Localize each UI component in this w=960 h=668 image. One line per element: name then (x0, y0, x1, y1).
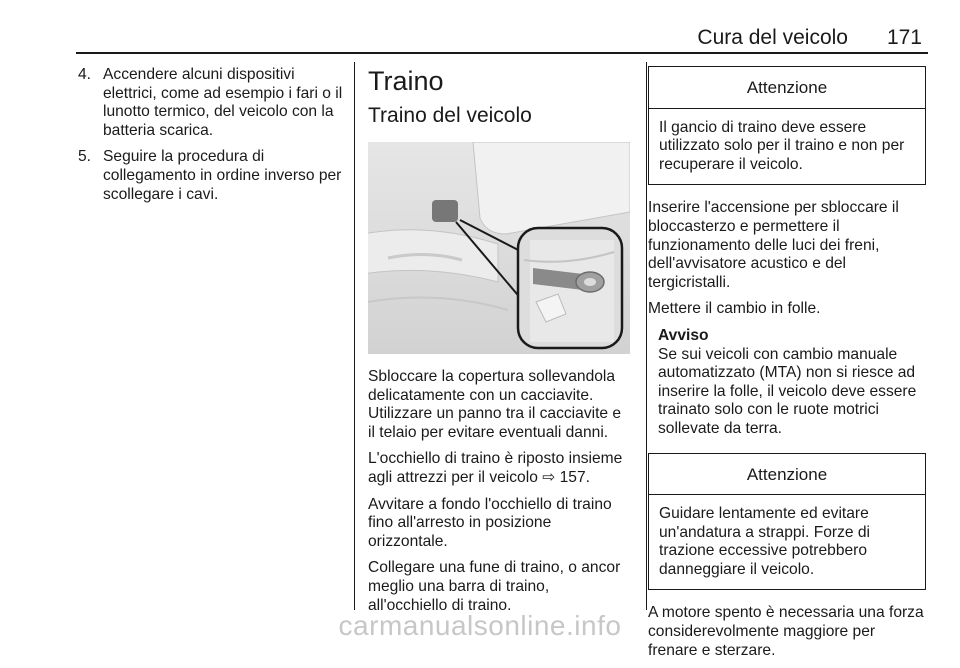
step-text: Seguire la procedura di collegamento in ordine inverso per scollegare i cavi. (103, 148, 342, 203)
step-item (78, 66, 346, 140)
step-text: Accendere alcuni dispositivi elettrici, come ad esempio i fari o il lunotto termico, del veicolo con la batteria scarica. (103, 66, 343, 139)
column-divider (354, 62, 355, 610)
warning-title: Attenzione (649, 67, 925, 109)
paragraph: Avvitare a fondo l'occhiello di traino fino all'arresto in posizione orizzontale. (368, 495, 612, 550)
notice-text: Se sui veicoli con cambio manuale automatizzato (MTA) non si riesce ad inserire la folle, il veicolo deve essere trainato solo con le ruote motrici sollevate da terra. (658, 345, 917, 437)
paragraph: A motore spento è necessaria una forza considerevolmente maggiore per frenare e sterzare. (648, 604, 924, 659)
watermark: carmanualsonline.info (338, 610, 622, 641)
left-column (78, 66, 346, 212)
step-number: 5. (78, 148, 92, 166)
section-title: Cura del veicolo (697, 26, 848, 49)
page-header (76, 22, 928, 52)
notice-block (658, 327, 926, 439)
column-divider (646, 62, 647, 610)
paragraph: Mettere il cambio in folle. (648, 300, 821, 318)
right-column (648, 66, 926, 668)
step-number: 4. (78, 66, 92, 83)
paragraph: L'occhiello di traino è riposto insieme agli attrezzi per il veicolo ⇨ 157. (368, 450, 623, 486)
warning-title: Attenzione (649, 454, 925, 496)
warning-box (648, 453, 926, 591)
subsection-heading: Traino del veicolo (368, 104, 532, 127)
paragraph: Inserire l'accensione per sbloccare il bloccasterzo e permettere il funzionamento delle luci dei freni, dell'avvisatore acustico e del tergicristalli. (648, 199, 899, 291)
towing-eye-illustration (368, 142, 630, 354)
warning-text: Il gancio di traino deve essere utilizzato solo per il traino e non per recuperare il veicolo. (659, 118, 905, 173)
notice-title: Avviso (658, 326, 709, 344)
tow-eye-hole (584, 278, 596, 286)
header-rule (76, 52, 928, 54)
step-item (78, 148, 346, 204)
page-number: 171 (886, 26, 922, 49)
warning-text: Guidare lentamente ed evitare un'andatura a strappi. Forze di trazione eccessive potrebbero danneggiare il veicolo. (659, 505, 871, 578)
section-heading: Traino (368, 66, 444, 96)
paragraph: Collegare una fune di traino, o ancor meglio una barra di traino, all'occhiello di traino. (368, 559, 621, 614)
middle-column (368, 66, 632, 623)
paragraph: Sbloccare la copertura sollevandola delicatamente con un cacciavite. Utilizzare un panno tra il cacciavite e il telaio per evitare eventuali danni. (368, 368, 622, 441)
tow-cover (432, 200, 458, 222)
warning-box (648, 66, 926, 185)
